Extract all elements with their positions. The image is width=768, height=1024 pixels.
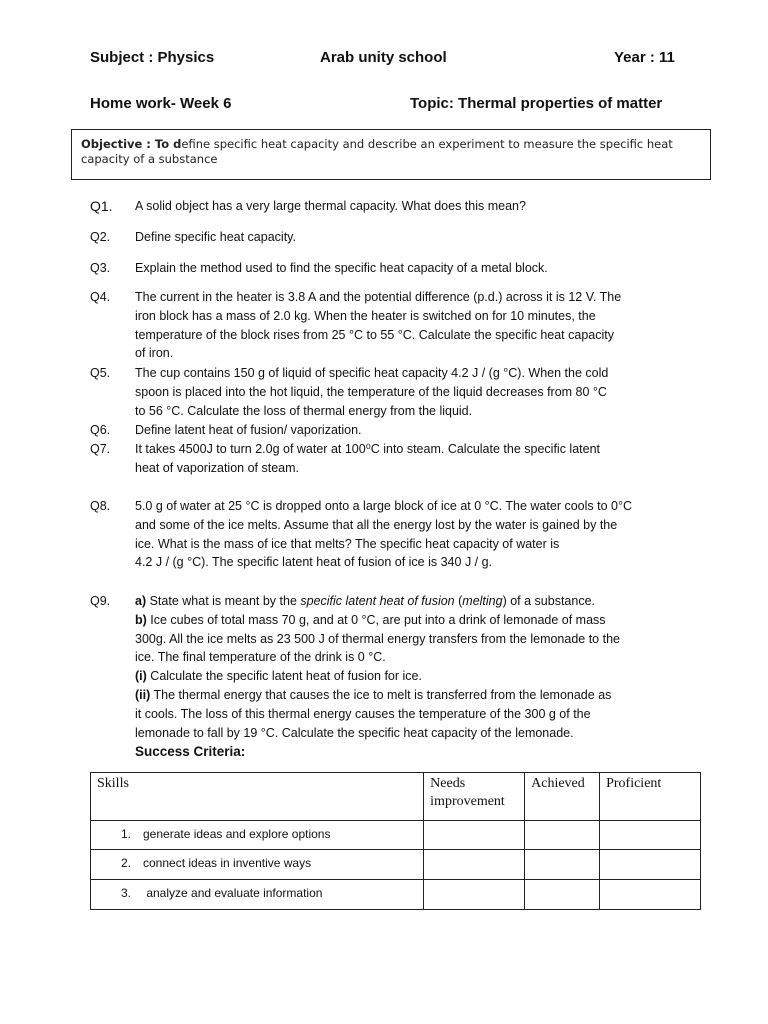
table-row (91, 850, 701, 880)
objective-label: Objective : To d (81, 137, 182, 151)
question-text: Define latent heat of fusion/ vaporization. (135, 423, 362, 437)
question-9 (90, 592, 690, 742)
question-line: lemonade to fall by 19 °C. Calculate the specific heat capacity of the lemonade. (135, 725, 574, 740)
achieved-cell[interactable] (525, 850, 600, 880)
part-b-label: b) (135, 612, 147, 627)
table-header-row (91, 773, 701, 821)
table-row (91, 821, 701, 850)
needs-improvement-cell[interactable] (424, 850, 525, 880)
question-5 (90, 364, 690, 420)
question-text: A solid object has a very large thermal capacity. What does this mean? (135, 199, 526, 213)
table-row (91, 880, 701, 910)
question-3 (90, 259, 690, 278)
question-number: Q5. (90, 366, 111, 380)
question-line: heat of vaporization of steam. (135, 460, 299, 475)
needs-improvement-cell[interactable] (424, 880, 525, 910)
question-line: The cup contains 150 g of liquid of specific heat capacity 4.2 J / (g °C). When the cold (135, 366, 609, 380)
question-line: 5.0 g of water at 25 °C is dropped onto a large block of ice at 0 °C. The water cools to 0°C (135, 499, 632, 513)
school-name: Arab unity school (320, 49, 447, 66)
question-line: The current in the heater is 3.8 A and the potential difference (p.d.) across it is 12 V. The (135, 290, 622, 304)
part-a-label: a) (135, 594, 147, 608)
question-4 (90, 288, 690, 363)
achieved-cell[interactable] (525, 821, 600, 850)
emphasis-term: melting (462, 594, 503, 608)
question-line: and some of the ice melts. Assume that all the energy lost by the water is gained by the (135, 517, 618, 532)
question-9b: b) Ice cubes of total mass 70 g, and at 0 °C, are put into a drink of lemonade of mass (135, 612, 606, 627)
question-9b-i: (i) Calculate the specific latent heat of fusion for ice. (135, 669, 422, 684)
question-number: Q9. (90, 594, 111, 608)
subject-label: Subject : Physics (90, 49, 215, 66)
topic-title: Topic: Thermal properties of matter (410, 95, 663, 112)
question-line: ice. What is the mass of ice that melts? The specific heat capacity of water is (135, 536, 560, 551)
skill-cell: 1. generate ideas and explore options (91, 821, 424, 850)
needs-improvement-cell[interactable] (424, 821, 525, 850)
question-number: Q8. (90, 499, 111, 513)
objective-text: efine specific heat capacity and describe an experiment to measure the specific heat capacity of a substance (81, 137, 673, 166)
question-7 (90, 440, 690, 478)
question-text: Define specific heat capacity. (135, 230, 296, 244)
question-line: to 56 °C. Calculate the loss of thermal energy from the liquid. (135, 403, 473, 418)
objective-box (71, 129, 711, 180)
question-text: Explain the method used to find the specific heat capacity of a metal block. (135, 261, 548, 275)
question-number: Q6. (90, 423, 111, 437)
header-needs-improvement: Needs improvement (424, 773, 525, 821)
part-ii-label: (ii) (135, 687, 151, 702)
header-achieved: Achieved (525, 773, 600, 821)
question-1 (90, 197, 690, 216)
question-number: Q2. (90, 230, 111, 244)
question-number: Q3. (90, 261, 111, 275)
question-number: Q4. (90, 290, 111, 304)
skill-cell: 2. connect ideas in inventive ways (91, 850, 424, 880)
question-6 (90, 421, 690, 440)
question-9b-ii: (ii) The thermal energy that causes the ice to melt is transferred from the lemonade as (135, 687, 612, 702)
header-skills: Skills (91, 773, 424, 821)
question-line: 4.2 J / (g °C). The specific latent heat of fusion of ice is 340 J / g. (135, 555, 493, 570)
question-line: ice. The final temperature of the drink is 0 °C. (135, 650, 386, 665)
achieved-cell[interactable] (525, 880, 600, 910)
success-criteria-title: Success Criteria: (135, 744, 246, 759)
question-line: It takes 4500J to turn 2.0g of water at 100⁰C into steam. Calculate the specific latent (135, 442, 600, 456)
question-line: spoon is placed into the hot liquid, the temperature of the liquid decreases from 80 °C (135, 384, 607, 399)
question-line: of iron. (135, 346, 174, 361)
homework-title: Home work- Week 6 (90, 95, 232, 112)
question-2 (90, 228, 690, 247)
proficient-cell[interactable] (600, 880, 701, 910)
question-line: temperature of the block rises from 25 °C to 55 °C. Calculate the specific heat capacity (135, 327, 614, 342)
proficient-cell[interactable] (600, 850, 701, 880)
success-criteria-table (90, 772, 701, 910)
part-i-label: (i) (135, 669, 147, 684)
question-number: Q1. (90, 198, 113, 214)
question-line: it cools. The loss of this thermal energy causes the temperature of the 300 g of the (135, 706, 591, 721)
question-8 (90, 497, 690, 572)
year-label: Year : 11 (614, 49, 675, 66)
header-proficient: Proficient (600, 773, 701, 821)
proficient-cell[interactable] (600, 821, 701, 850)
question-9a: a) State what is meant by the specific latent heat of fusion (melting) of a substance. (135, 594, 595, 608)
question-line: iron block has a mass of 2.0 kg. When the heater is switched on for 10 minutes, the (135, 308, 596, 323)
emphasis-term: specific latent heat of fusion (300, 594, 455, 608)
question-line: 300g. All the ice melts as 23 500 J of thermal energy transfers from the lemonade to the (135, 631, 620, 646)
question-number: Q7. (90, 442, 111, 456)
skill-cell: 3. analyze and evaluate information (91, 880, 424, 910)
